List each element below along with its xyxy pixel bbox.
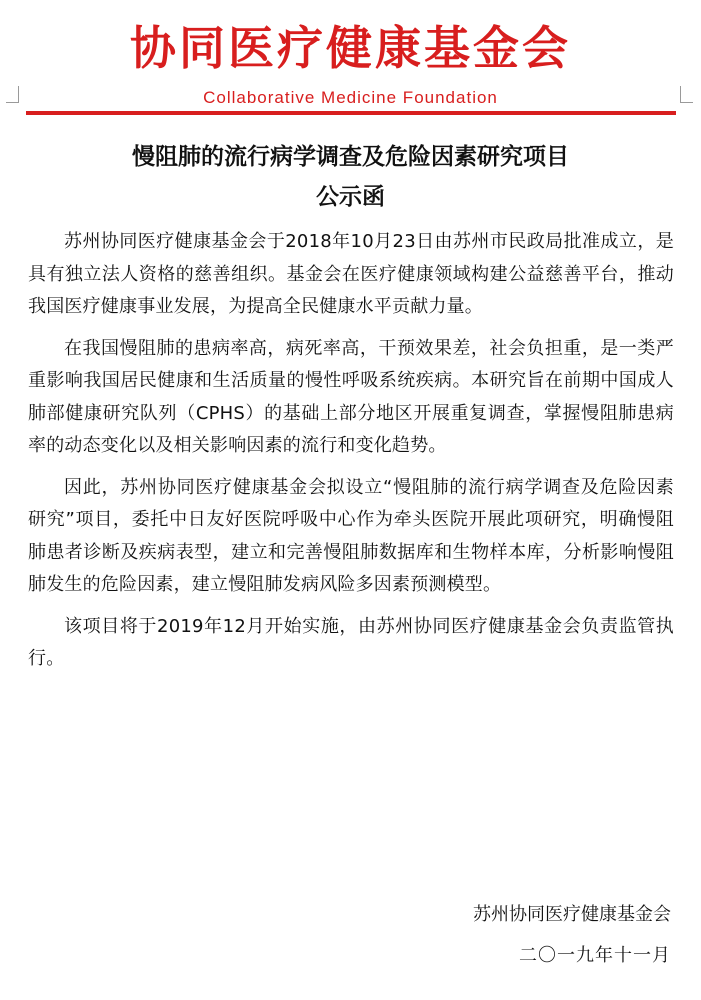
crop-mark-right bbox=[680, 86, 693, 103]
letterhead-org-name-en: Collaborative Medicine Foundation bbox=[203, 88, 498, 107]
signature-date: 二〇一九年十一月 bbox=[519, 945, 671, 966]
body-paragraph-4: 该项目将于2019年12月开始实施，由苏州协同医疗健康基金会负责监管执行。 bbox=[28, 615, 674, 669]
body-paragraph-2: 在我国慢阻肺的患病率高，病死率高，干预效果差，社会负担重，是一类严重影响我国居民健康和生活质量的慢性呼吸系统疾病。本研究旨在前期中国成人肺部健康研究队列（CPHS）的基础上部分地区开展重复调查，掌握慢阻肺患病率的动态变化以及相关影响因素的流行和变化趋势。 bbox=[28, 337, 674, 456]
letterhead-org-name: 协同医疗健康基金会 bbox=[130, 21, 571, 75]
crop-mark-left bbox=[6, 86, 19, 103]
signature-org: 苏州协同医疗健康基金会 bbox=[473, 904, 671, 925]
letterhead-divider bbox=[26, 111, 676, 115]
body-paragraph-1: 苏州协同医疗健康基金会于2018年10月23日由苏州市民政局批准成立，是具有独立法人资格的慈善组织。基金会在医疗健康领域构建公益慈善平台，推动我国医疗健康事业发展，为提高全民健康水平贡献力量。 bbox=[28, 231, 674, 317]
body-paragraph-3: 因此，苏州协同医疗健康基金会拟设立“慢阻肺的流行病学调查及危险因素研究”项目，委托中日友好医院呼吸中心作为牵头医院开展此项研究，明确慢阻肺患者诊断及疾病表型，建立和完善慢阻肺数据库和生物样本库，分析影响慢阻肺发生的危险因素，建立慢阻肺发病风险多因素预测模型。 bbox=[28, 476, 674, 595]
document-title: 慢阻肺的流行病学调查及危险因素研究项目 bbox=[132, 144, 569, 170]
document-body bbox=[28, 226, 674, 685]
document-subtitle: 公示函 bbox=[316, 184, 385, 210]
